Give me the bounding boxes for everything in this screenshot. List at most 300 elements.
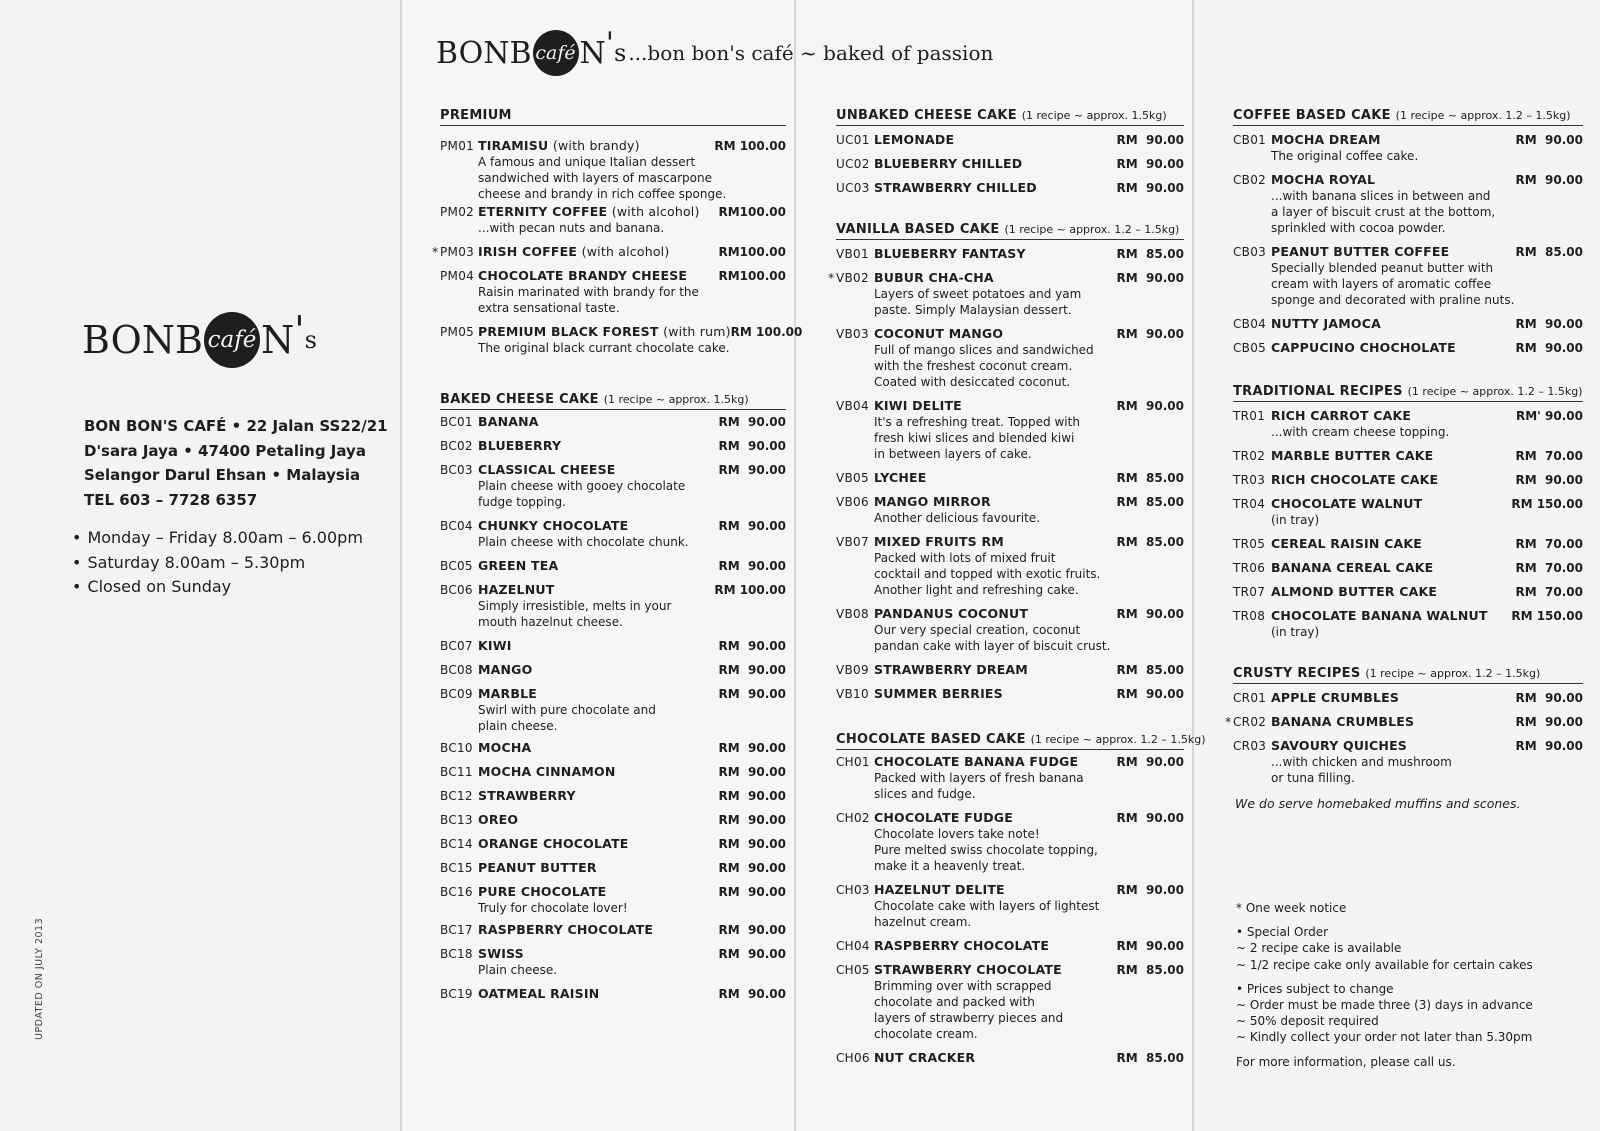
item-price: RM 90.00: [1116, 399, 1184, 413]
menu-item: [836, 686, 1184, 702]
item-code: BC17: [440, 923, 473, 937]
menu-item: [440, 812, 786, 828]
item-name: [478, 414, 719, 430]
menu-item: [836, 326, 1184, 390]
item-description: Raisin marinated with brandy for the extra sensational taste.: [478, 285, 699, 315]
item-price: RM 90.00: [1515, 341, 1583, 355]
one-week-notice-star: *: [1225, 714, 1232, 729]
item-code: PM03: [440, 245, 475, 259]
item-code: BC15: [440, 861, 473, 875]
item-price: RM' 90.00: [1516, 409, 1583, 423]
item-name: [874, 246, 1117, 262]
item-code: VB05: [836, 471, 869, 485]
item-name-text: SUMMER BERRIES: [874, 686, 1003, 701]
item-name: [478, 204, 719, 220]
item-name: [1271, 244, 1516, 260]
menu-item: [440, 788, 786, 804]
item-code: BC14: [440, 837, 473, 851]
item-name-text: OREO: [478, 812, 519, 827]
hours-item: • Saturday 8.00am – 5.30pm: [72, 551, 363, 576]
menu-item: [440, 860, 786, 876]
contact-block: [84, 414, 388, 512]
item-price: RM 90.00: [1116, 181, 1184, 195]
menu-item: [1225, 714, 1583, 730]
item-code: VB08: [836, 607, 869, 621]
item-description: Another delicious favourite.: [874, 511, 1041, 525]
item-code: CB03: [1233, 245, 1267, 259]
note-line: • Special Order: [1236, 925, 1329, 940]
item-name-text: CHOCOLATE BANANA WALNUT: [1271, 608, 1488, 623]
item-code: BC16: [440, 885, 473, 899]
item-name-text: NUT CRACKER: [874, 1050, 976, 1065]
note-line: ~ Order must be made three (3) days in advance: [1236, 998, 1533, 1013]
item-name-text: OATMEAL RAISIN: [478, 986, 600, 1001]
item-code: VB06: [836, 495, 869, 509]
item-description: Truly for chocolate lover!: [478, 901, 628, 915]
item-code: VB07: [836, 535, 869, 549]
item-name: [478, 462, 719, 478]
item-price: RM 90.00: [718, 765, 786, 779]
item-name-text: CHOCOLATE WALNUT: [1271, 496, 1423, 511]
menu-item: [836, 1050, 1184, 1066]
item-name: [874, 686, 1117, 702]
item-name: [478, 946, 719, 962]
item-code: UC02: [836, 157, 870, 171]
item-code: VB02: [836, 271, 869, 285]
item-price: RM 90.00: [1116, 607, 1184, 621]
menu-item: [836, 398, 1184, 462]
section-note: (1 recipe ~ approx. 1.2 – 1.5kg): [1004, 223, 1180, 236]
menu-item: [1233, 584, 1583, 600]
item-description: The original coffee cake.: [1271, 149, 1419, 163]
menu-item: [440, 324, 803, 356]
item-name: [478, 138, 714, 154]
item-price: RM 90.00: [718, 415, 786, 429]
menu-item: [440, 268, 786, 316]
item-name-text: STRAWBERRY CHOCOLATE: [874, 962, 1062, 977]
item-description: Plain cheese.: [478, 963, 558, 977]
item-description: Swirl with pure chocolate and plain cheese.: [478, 703, 656, 733]
item-price: RM 90.00: [1116, 883, 1184, 897]
item-code: VB10: [836, 687, 869, 701]
item-price: RM 90.00: [1116, 811, 1184, 825]
item-name-text: KIWI: [478, 638, 512, 653]
item-code: CB04: [1233, 317, 1267, 331]
section-vanilla-based-cake: [828, 222, 1184, 701]
item-name: [478, 836, 719, 852]
item-code: BC12: [440, 789, 473, 803]
menu-item: [1233, 408, 1583, 440]
more-info: For more information, please call us.: [1236, 1054, 1456, 1069]
item-name-text: RICH CHOCOLATE CAKE: [1271, 472, 1439, 487]
item-name: [478, 986, 719, 1002]
section-note: (1 recipe ~ approx. 1.2 – 1.5kg): [1365, 667, 1541, 680]
item-name-text: RICH CARROT CAKE: [1271, 408, 1412, 423]
item-name-text: CEREAL RAISIN CAKE: [1271, 536, 1422, 551]
menu-item: [440, 138, 786, 202]
menu-item: [440, 204, 786, 236]
item-name: [1271, 316, 1516, 332]
item-code: BC13: [440, 813, 473, 827]
item-name: [478, 268, 719, 284]
item-name-text: ETERNITY COFFEE: [478, 204, 608, 219]
menu-item: [440, 438, 786, 454]
section-title-text: CRUSTY RECIPES: [1233, 666, 1361, 681]
item-name: [478, 922, 719, 938]
item-code: TR04: [1233, 497, 1266, 511]
section-title-text: BAKED CHEESE CAKE: [440, 392, 599, 407]
section-title: [836, 108, 1184, 126]
header-logo: BONB café N ' s ...bon bon's café ~ baked of passion: [436, 30, 993, 76]
section-baked-cheese-cake: [440, 392, 786, 1001]
item-qualifier: (with brandy): [552, 138, 640, 153]
menu-item: [440, 558, 786, 574]
brand-logo: BONB café N ' s: [82, 312, 317, 368]
item-price: RM 85.00: [1116, 247, 1184, 261]
item-name-text: RASPBERRY CHOCOLATE: [874, 938, 1050, 953]
menu-item: [440, 740, 786, 756]
item-name: [478, 860, 719, 876]
item-description: Specially blended peanut butter with cream with layers of aromatic coffee sponge and decorated with praline nuts.: [1271, 261, 1515, 307]
item-price: RM 70.00: [1515, 561, 1583, 575]
one-week-notice: * One week notice: [1236, 901, 1347, 915]
item-code: BC11: [440, 765, 473, 779]
item-price: RM 90.00: [1515, 473, 1583, 487]
menu-item: [1233, 560, 1583, 576]
item-name-text: SWISS: [478, 946, 524, 961]
item-name: [478, 686, 719, 702]
item-name: [478, 244, 719, 260]
item-name: [874, 534, 1117, 550]
item-description: ...with pecan nuts and banana.: [478, 221, 665, 235]
item-code: CH05: [836, 963, 870, 977]
item-name-text: BLUEBERRY CHILLED: [874, 156, 1023, 171]
item-name-text: MOCHA ROYAL: [1271, 172, 1376, 187]
section-coffee-based-cake: [1233, 108, 1583, 355]
item-name: [874, 156, 1117, 172]
item-description: Layers of sweet potatoes and yam paste. Simply Malaysian dessert.: [874, 287, 1082, 317]
item-price: RM 100.00: [714, 583, 786, 597]
item-description: Full of mango slices and sandwiched with the freshest coconut cream. Coated with desiccated coconut.: [874, 343, 1094, 389]
menu-item: [440, 986, 786, 1002]
menu-item: [440, 462, 786, 510]
item-description: Brimming over with scrapped chocolate and packed with layers of strawberry pieces and chocolate cream.: [874, 979, 1064, 1041]
item-name-text: MOCHA DREAM: [1271, 132, 1381, 147]
item-name: [874, 470, 1117, 486]
section-title-text: TRADITIONAL RECIPES: [1233, 384, 1403, 399]
item-code: BC06: [440, 583, 473, 597]
item-name-text: MARBLE: [478, 686, 537, 701]
item-code: BC05: [440, 559, 473, 573]
item-name-text: RASPBERRY CHOCOLATE: [478, 922, 654, 937]
menu-item: [836, 470, 1184, 486]
item-code: CH06: [836, 1051, 870, 1065]
item-price: RM100.00: [718, 269, 786, 283]
menu-item: [1233, 340, 1583, 356]
menu-item: [828, 270, 1184, 318]
item-name: [874, 1050, 1117, 1066]
item-name-text: MOCHA: [478, 740, 532, 755]
menu-item: [1233, 608, 1583, 640]
cafe-circle-logo: café: [533, 30, 579, 76]
item-code: PM04: [440, 269, 475, 283]
item-name: [874, 882, 1117, 898]
note-line: ~ Kindly collect your order not later than 5.30pm: [1236, 1030, 1533, 1045]
item-price: RM 90.00: [1116, 687, 1184, 701]
item-description: Chocolate cake with layers of lightest hazelnut cream.: [874, 899, 1100, 929]
item-code: VB01: [836, 247, 869, 261]
item-name-text: BLUEBERRY: [478, 438, 562, 453]
item-code: TR02: [1233, 449, 1266, 463]
item-description: Plain cheese with chocolate chunk.: [478, 535, 689, 549]
item-name: [874, 938, 1117, 954]
item-name-text: PURE CHOCOLATE: [478, 884, 607, 899]
item-price: RM 85.00: [1116, 471, 1184, 485]
item-code: CB05: [1233, 341, 1267, 355]
item-name: [478, 638, 719, 654]
item-name-text: GREEN TEA: [478, 558, 559, 573]
item-code: BC03: [440, 463, 473, 477]
item-price: RM 90.00: [1116, 271, 1184, 285]
item-price: RM 90.00: [1116, 755, 1184, 769]
item-price: RM 90.00: [718, 439, 786, 453]
item-code: PM05: [440, 325, 475, 339]
item-name-text: IRISH COFFEE: [478, 244, 578, 259]
item-price: RM 90.00: [1515, 739, 1583, 753]
menu-item: [440, 764, 786, 780]
item-name: [1271, 172, 1516, 188]
item-code: BC09: [440, 687, 473, 701]
item-name: [874, 494, 1117, 510]
address-line: D'sara Jaya • 47400 Petaling Jaya: [84, 441, 366, 460]
menu-item: [1233, 172, 1583, 236]
item-description: Packed with layers of fresh banana slices and fudge.: [874, 771, 1084, 801]
item-code: CH04: [836, 939, 870, 953]
item-description: ...with chicken and mushroom or tuna filling.: [1271, 755, 1452, 785]
item-name: [1271, 608, 1511, 624]
item-name-text: HAZELNUT DELITE: [874, 882, 1005, 897]
item-code: VB04: [836, 399, 869, 413]
item-price: RM 90.00: [718, 987, 786, 1001]
menu-item: [1233, 496, 1583, 528]
menu-item: [1233, 316, 1583, 332]
section-title-text: VANILLA BASED CAKE: [836, 222, 1000, 237]
item-name-text: BANANA CRUMBLES: [1271, 714, 1415, 729]
item-name-text: BUBUR CHA-CHA: [874, 270, 994, 285]
item-name-text: NUTTY JAMOCA: [1271, 316, 1381, 331]
menu-item: [836, 534, 1184, 598]
item-name-text: CHUNKY CHOCOLATE: [478, 518, 629, 533]
item-price: RM 90.00: [1515, 317, 1583, 331]
item-code: PM02: [440, 205, 475, 219]
item-price: RM 90.00: [1515, 133, 1583, 147]
menu-item: [440, 836, 786, 852]
menu-item: [836, 962, 1184, 1042]
item-price: RM 90.00: [718, 923, 786, 937]
item-code: UC01: [836, 133, 870, 147]
item-name-text: MANGO MIRROR: [874, 494, 991, 509]
menu-item: [836, 132, 1184, 148]
menu-item: [836, 180, 1184, 196]
menu-item: [836, 156, 1184, 172]
note-line: ~ 2 recipe cake is available: [1236, 941, 1402, 956]
menu-item: [1233, 536, 1583, 552]
item-price: RM 90.00: [1116, 939, 1184, 953]
item-qualifier: (with alcohol): [611, 204, 700, 219]
menu-item: [440, 884, 786, 916]
section-title-text: CHOCOLATE BASED CAKE: [836, 732, 1026, 747]
item-code: BC18: [440, 947, 473, 961]
item-name-text: MIXED FRUITS RM: [874, 534, 1004, 549]
one-week-notice-star: *: [432, 244, 439, 259]
menu-item: [836, 662, 1184, 678]
item-price: RM 90.00: [718, 519, 786, 533]
item-description: Plain cheese with gooey chocolate fudge topping.: [478, 479, 686, 509]
item-code: BC08: [440, 663, 473, 677]
item-code: BC02: [440, 439, 473, 453]
item-name-text: MARBLE BUTTER CAKE: [1271, 448, 1434, 463]
fold-line: [400, 0, 402, 1131]
item-code: TR06: [1233, 561, 1266, 575]
section-premium: [432, 108, 803, 355]
item-name: [874, 132, 1117, 148]
item-code: CH02: [836, 811, 870, 825]
one-week-notice-star: *: [828, 270, 835, 285]
menu-item: [1233, 448, 1583, 464]
order-notes: [1236, 900, 1533, 1070]
item-description: Our very special creation, coconut pandan cake with layer of biscuit crust.: [874, 623, 1111, 653]
item-description: It's a refreshing treat. Topped with fresh kiwi slices and blended kiwi in between layers of cake.: [874, 415, 1080, 461]
item-description: A famous and unique Italian dessert sandwiched with layers of mascarpone cheese and brandy in rich coffee sponge.: [478, 155, 727, 201]
item-name: [874, 962, 1117, 978]
section-title: [836, 732, 1206, 750]
item-price: RM 90.00: [718, 639, 786, 653]
item-name: [1271, 714, 1516, 730]
item-price: RM 70.00: [1515, 585, 1583, 599]
section-note: (1 recipe ~ approx. 1.2 – 1.5kg): [1030, 733, 1206, 746]
item-code: UC03: [836, 181, 870, 195]
item-code: BC10: [440, 741, 473, 755]
item-name: [478, 324, 731, 340]
item-name: [874, 810, 1117, 826]
item-name-text: STRAWBERRY CHILLED: [874, 180, 1037, 195]
item-name-text: ORANGE CHOCOLATE: [478, 836, 629, 851]
section-title-text: PREMIUM: [440, 108, 512, 123]
item-price: RM 85.00: [1116, 663, 1184, 677]
section-title: [1233, 108, 1583, 126]
item-name-text: PREMIUM BLACK FOREST: [478, 324, 659, 339]
item-code: TR08: [1233, 609, 1266, 623]
item-price: RM 85.00: [1116, 1051, 1184, 1065]
item-price: RM 90.00: [718, 947, 786, 961]
cafe-circle-logo: café: [204, 312, 260, 368]
item-code: BC19: [440, 987, 473, 1001]
menu-item: [1233, 690, 1583, 706]
menu-item: [440, 518, 786, 550]
item-name-text: BANANA: [478, 414, 539, 429]
item-name: [478, 740, 719, 756]
menu-item: [1233, 244, 1583, 308]
item-name-text: MANGO: [478, 662, 533, 677]
item-name: [1271, 738, 1516, 754]
section-unbaked-cheese-cake: [836, 108, 1184, 195]
updated-date: UPDATED ON JULY 2013: [34, 917, 45, 1040]
item-name: [874, 754, 1117, 770]
item-price: RM 70.00: [1515, 537, 1583, 551]
item-name-text: KIWI DELITE: [874, 398, 962, 413]
section-note: (1 recipe ~ approx. 1.5kg): [1021, 109, 1167, 122]
address-line: BON BON'S CAFÉ • 22 Jalan SS22/21: [84, 417, 388, 435]
fold-line: [794, 0, 796, 1131]
item-name: [478, 812, 719, 828]
item-qualifier: (with rum): [663, 324, 731, 339]
item-name: [874, 398, 1117, 414]
item-price: RM 90.00: [1116, 133, 1184, 147]
item-price: RM 90.00: [718, 663, 786, 677]
item-name: [1271, 536, 1516, 552]
item-name-text: SAVOURY QUICHES: [1271, 738, 1408, 753]
item-price: RM 90.00: [718, 837, 786, 851]
item-price: RM100.00: [718, 245, 786, 259]
item-name: [478, 884, 719, 900]
menu-item: [836, 810, 1184, 874]
item-name-text: APPLE CRUMBLES: [1271, 690, 1400, 705]
item-name: [874, 606, 1117, 622]
item-price: RM 90.00: [1515, 173, 1583, 187]
item-name: [478, 438, 719, 454]
item-price: RM 150.00: [1511, 497, 1583, 511]
item-code: CB02: [1233, 173, 1267, 187]
item-code: TR05: [1233, 537, 1266, 551]
menu-item: [440, 922, 786, 938]
item-price: RM 90.00: [1515, 691, 1583, 705]
menu-item: [836, 606, 1184, 654]
item-name-text: BLUEBERRY FANTASY: [874, 246, 1026, 261]
section-note: (1 recipe ~ approx. 1.2 – 1.5kg): [1407, 385, 1583, 398]
item-price: RM 85.00: [1116, 495, 1184, 509]
item-price: RM 150.00: [1511, 609, 1583, 623]
item-price: RM 90.00: [1116, 327, 1184, 341]
item-price: RM 90.00: [718, 885, 786, 899]
hours-item: • Monday – Friday 8.00am – 6.00pm: [72, 526, 363, 551]
note-line: ~ 1/2 recipe cake only available for certain cakes: [1236, 957, 1533, 972]
item-name-text: TIRAMISU: [478, 138, 549, 153]
opening-hours: [72, 526, 363, 600]
item-name-text: MOCHA CINNAMON: [478, 764, 616, 779]
item-name-text: BANANA CEREAL CAKE: [1271, 560, 1434, 575]
item-code: CR02: [1233, 715, 1267, 729]
item-name: [478, 764, 719, 780]
item-price: RM 70.00: [1515, 449, 1583, 463]
address-line: Selangor Darul Ehsan • Malaysia: [84, 466, 361, 484]
section-note: (1 recipe ~ approx. 1.5kg): [603, 393, 749, 406]
item-description: The original black currant chocolate cake.: [478, 341, 730, 355]
item-name-text: PEANUT BUTTER: [478, 860, 597, 875]
menu-item: [1233, 132, 1583, 164]
fold-line: [1192, 0, 1194, 1131]
item-name-text: PEANUT BUTTER COFFEE: [1271, 244, 1450, 259]
menu-item: [1233, 472, 1583, 488]
item-name: [1271, 132, 1516, 148]
item-name-text: COCONUT MANGO: [874, 326, 1004, 341]
section-note: (1 recipe ~ approx. 1.2 – 1.5kg): [1395, 109, 1571, 122]
item-name-text: PANDANUS COCONUT: [874, 606, 1029, 621]
item-description: (in tray): [1271, 625, 1320, 639]
item-qualifier: (with alcohol): [581, 244, 670, 259]
item-price: RM 90.00: [718, 463, 786, 477]
item-name-text: CHOCOLATE FUDGE: [874, 810, 1014, 825]
item-name: [874, 180, 1117, 196]
